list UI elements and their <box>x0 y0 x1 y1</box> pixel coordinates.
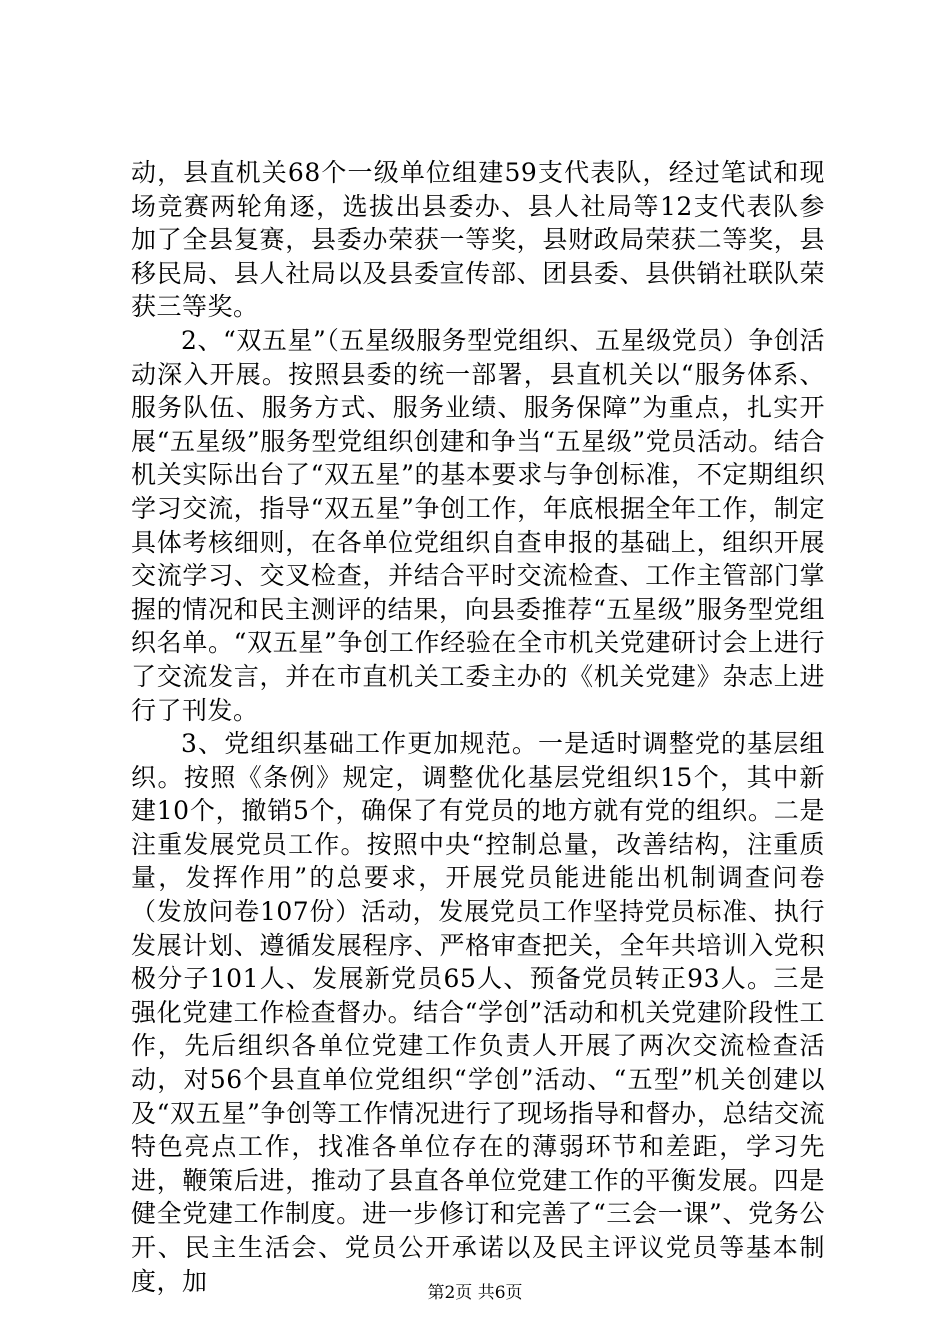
page-number-footer: 第2页 共6页 <box>427 1283 523 1303</box>
paragraph-continuation: 动，县直机关68个一级单位组建59支代表队，经过笔试和现场竞赛两轮角逐，选拔出县委办、县人社局等12支代表队参加了全县复赛，县委办荣获一等奖，县财政局荣获二等奖，县移民局、县人社局以及县委宣传部、团县委、县供销社联队荣获三等奖。 <box>131 158 825 322</box>
paragraph-double-five-star: 2、“双五星”（五星级服务型党组织、五星级党员）争创活动深入开展。按照县委的统一部署，县直机关以“服务体系、服务队伍、服务方式、服务业绩、服务保障”为重点，扎实开展“五星级”服务型党组织创建和争当“五星级”党员活动。结合机关实际出台了“双五星”的基本要求与争创标准，不定期组织学习交流，指导“双五星”争创工作，年底根据全年工作，制定具体考核细则，在各单位党组织自查申报的基础上，组织开展交流学习、交叉检查，并结合平时交流检查、工作主管部门掌握的情况和民主测评的结果，向县委推荐“五星级”服务型党组织名单。“双五星”争创工作经验在全市机关党建研讨会上进行了交流发言，并在市直机关工委主办的《机关党建》杂志上进行了刊发。 <box>131 325 825 725</box>
document-body <box>131 156 825 1298</box>
paragraph-party-organization: 3、党组织基础工作更加规范。一是适时调整党的基层组织。按照《条例》规定，调整优化基层党组织15个，其中新建10个，撤销5个，确保了有党员的地方就有党的组织。二是注重发展党员工作。按照中央“控制总量，改善结构，注重质量，发挥作用”的总要求，开展党员能进能出机制调查问卷（发放问卷107份）活动，发展党员工作坚持党员标准、执行发展计划、遵循发展程序、严格审查把关，全年共培训入党积极分子101人、发展新党员65人、预备党员转正93人。三是强化党建工作检查督办。结合“学创”活动和机关党建阶段性工作，先后组织各单位党建工作负责人开展了两次交流检查活动，对56个县直单位党组织“学创”活动、“五型”机关创建以及“双五星”争创等工作情况进行了现场指导和督办，总结交流特色亮点工作，找准各单位存在的薄弱环节和差距，学习先进，鞭策后进，推动了县直各单位党建工作的平衡发展。四是健全党建工作制度。进一步修订和完善了“三会一课”、党务公开、民主生活会、党员公开承诺以及民主评议党员等基本制度，加 <box>131 729 825 1296</box>
